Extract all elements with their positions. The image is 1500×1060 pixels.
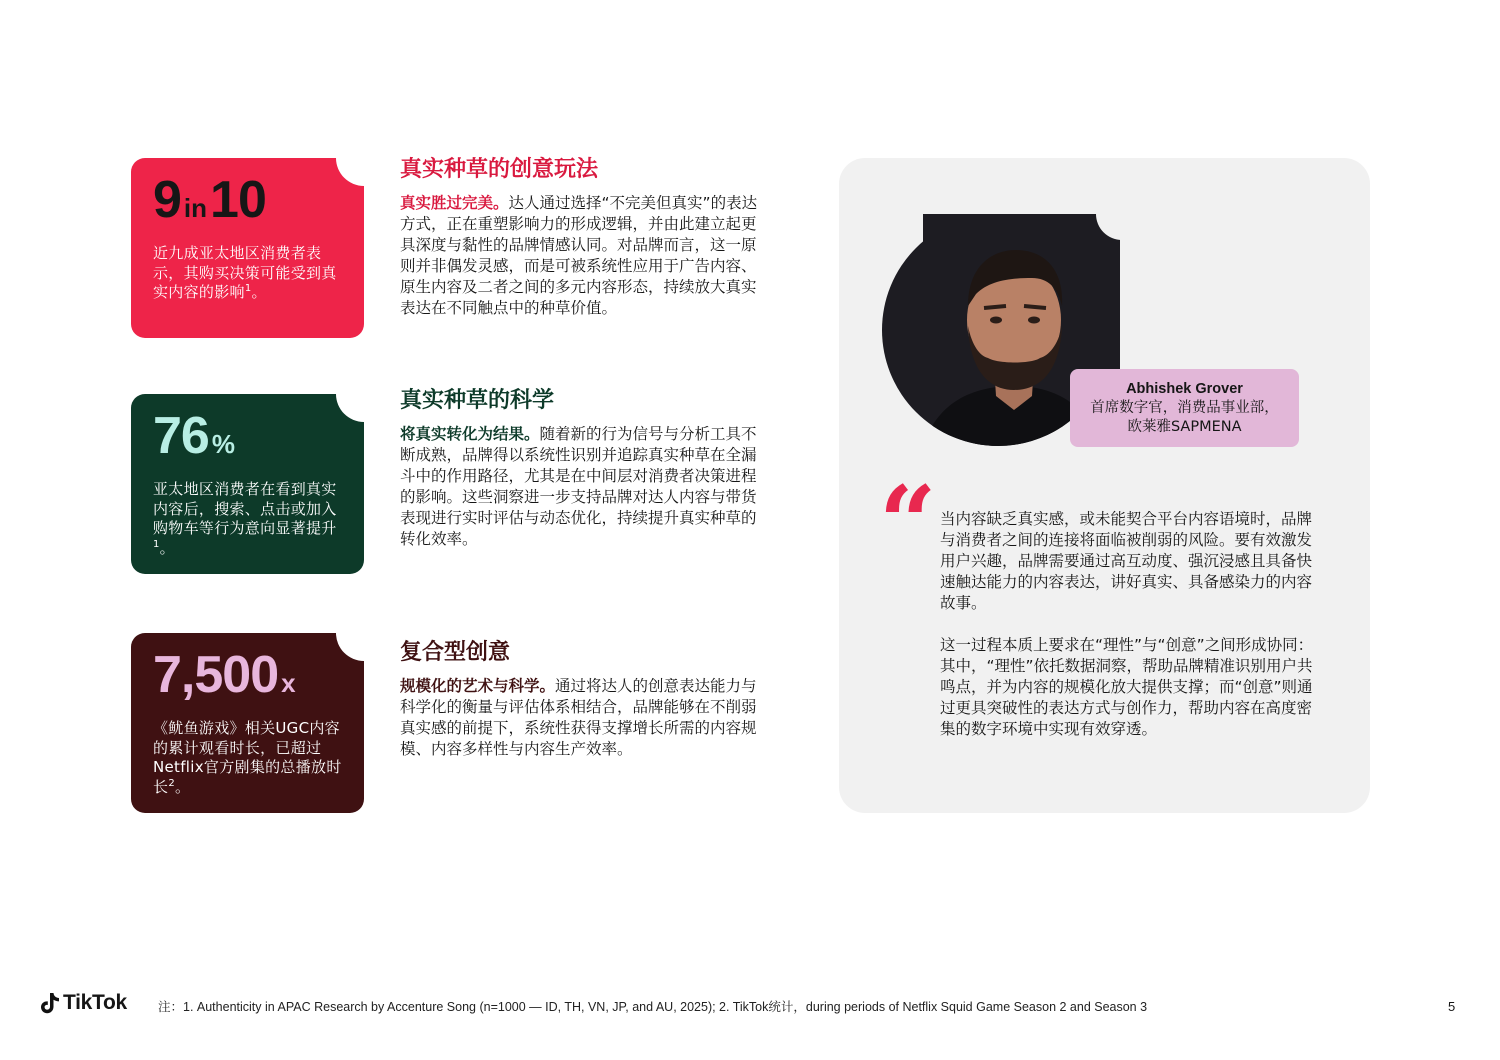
stat-figure: [153, 171, 344, 229]
section-body: [400, 676, 760, 760]
footnote-ref: 2: [168, 777, 175, 789]
stat-description-tail: 。: [159, 538, 175, 557]
footnote-ref: 1: [244, 283, 252, 294]
stat-description-tail: 。: [174, 777, 191, 796]
section-body: [400, 424, 760, 550]
stat-card-9-in-10: [131, 158, 364, 338]
section-lead: 将真实转化为结果。: [400, 425, 540, 443]
stat-card-7500x: [131, 633, 364, 813]
section-science: [400, 386, 760, 550]
stat-description: [153, 719, 344, 797]
stat-card-76-percent: [131, 394, 364, 574]
stat-figure-unit: x: [281, 668, 296, 698]
stat-description-tail: 。: [251, 283, 267, 301]
section-lead: 真实胜过完美。: [400, 194, 509, 212]
section-hybrid-creative: [400, 638, 760, 760]
stat-description-text: 近九成亚太地区消费者表示，其购买决策可能受到真实内容的影响: [153, 244, 337, 301]
speaker-name-card: [1070, 369, 1299, 447]
stat-figure-main: 9: [153, 171, 181, 229]
page-number: 5: [1448, 999, 1456, 1014]
tiktok-note-icon: [40, 992, 60, 1014]
stat-figure-main: 76: [153, 407, 209, 465]
section-text: 达人通过选择“不完美但真实”的表达方式，正在重塑影响力的形成逻辑，并由此建立起更具深度与黏性的品牌情感认同。对品牌而言，这一原则并非偶发灵感，而是可被系统性应用于广告内容、原生内容及二者之间的多元内容形态，持续放大真实表达在不同触点中的种草价值。: [400, 194, 758, 317]
quote-text: [940, 509, 1320, 761]
footnote: 注：1. Authenticity in APAC Research by Accenture Song (n=1000 — ID, TH, VN, JP, and AU, 2025); 2. TikTok统计，during periods of Netflix Squid Game Season 2 and Season 3: [158, 1000, 1148, 1014]
speaker-role-line2: 欧莱雅SAPMENA: [1127, 419, 1242, 435]
stat-description: [153, 244, 344, 303]
footnote-ref: 1: [153, 538, 160, 550]
logo-wordmark: TikTok: [63, 991, 127, 1014]
speaker-name: Abhishek Grover: [1126, 381, 1243, 397]
stat-figure-total: 10: [210, 171, 266, 229]
quote-panel: [839, 158, 1370, 813]
section-heading: 真实种草的科学: [400, 388, 555, 413]
stat-description-text: 亚太地区消费者在看到真实内容后，搜索、点击或加入购物车等行为意向显著提升: [153, 480, 337, 537]
section-heading: 复合型创意: [400, 640, 511, 665]
quote-paragraph-2: 这一过程本质上要求在“理性”与“创意”之间形成协同：其中，“理性”依托数据洞察，帮助品牌精准识别用户共鸣点，并为内容的规模化放大提供支撑；而“创意”则通过更具突破性的表达方式与创作力，帮助内容在高度密集的数字环境中实现有效穿透。: [940, 636, 1314, 738]
stat-figure: [153, 646, 344, 704]
section-creative-play: [400, 155, 760, 319]
stat-figure: [153, 407, 344, 465]
stat-description: [153, 480, 344, 558]
speaker-role-line1: 首席数字官，消费品事业部，: [1090, 400, 1279, 416]
stat-figure-unit: in: [183, 193, 208, 223]
section-body: [400, 193, 760, 319]
tiktok-logo: [40, 991, 127, 1015]
quote-mark-icon: “: [879, 464, 937, 582]
quote-paragraph-1: 当内容缺乏真实感，或未能契合平台内容语境时，品牌与消费者之间的连接将面临被削弱的风险。要有效激发用户兴趣，品牌需要通过高互动度、强沉浸感且具备快速触达能力的内容表达，讲好真实、具备感染力的内容故事。: [940, 510, 1313, 612]
section-lead: 规模化的艺术与科学。: [400, 677, 556, 695]
section-heading: 真实种草的创意玩法: [400, 157, 599, 182]
section-text: 通过将达人的创意表达能力与科学化的衡量与评估体系相结合，品牌能够在不削弱真实感的前提下，系统性获得支撑增长所需的内容规模、内容多样性与内容生产效率。: [400, 677, 757, 758]
stat-figure-main: 7,500: [153, 646, 279, 704]
stat-description-text: 《鱿鱼游戏》相关UGC内容的累计观看时长，已超过Netflix官方剧集的总播放时长: [153, 719, 342, 796]
section-text: 随着新的行为信号与分析工具不断成熟，品牌得以系统性识别并追踪真实种草在全漏斗中的作用路径，尤其是在中间层对消费者决策进程的影响。这些洞察进一步支持品牌对达人内容与带货表现进行实时评估与动态优化，持续提升真实种草的转化效率。: [400, 425, 757, 548]
stat-figure-unit: %: [211, 429, 235, 459]
